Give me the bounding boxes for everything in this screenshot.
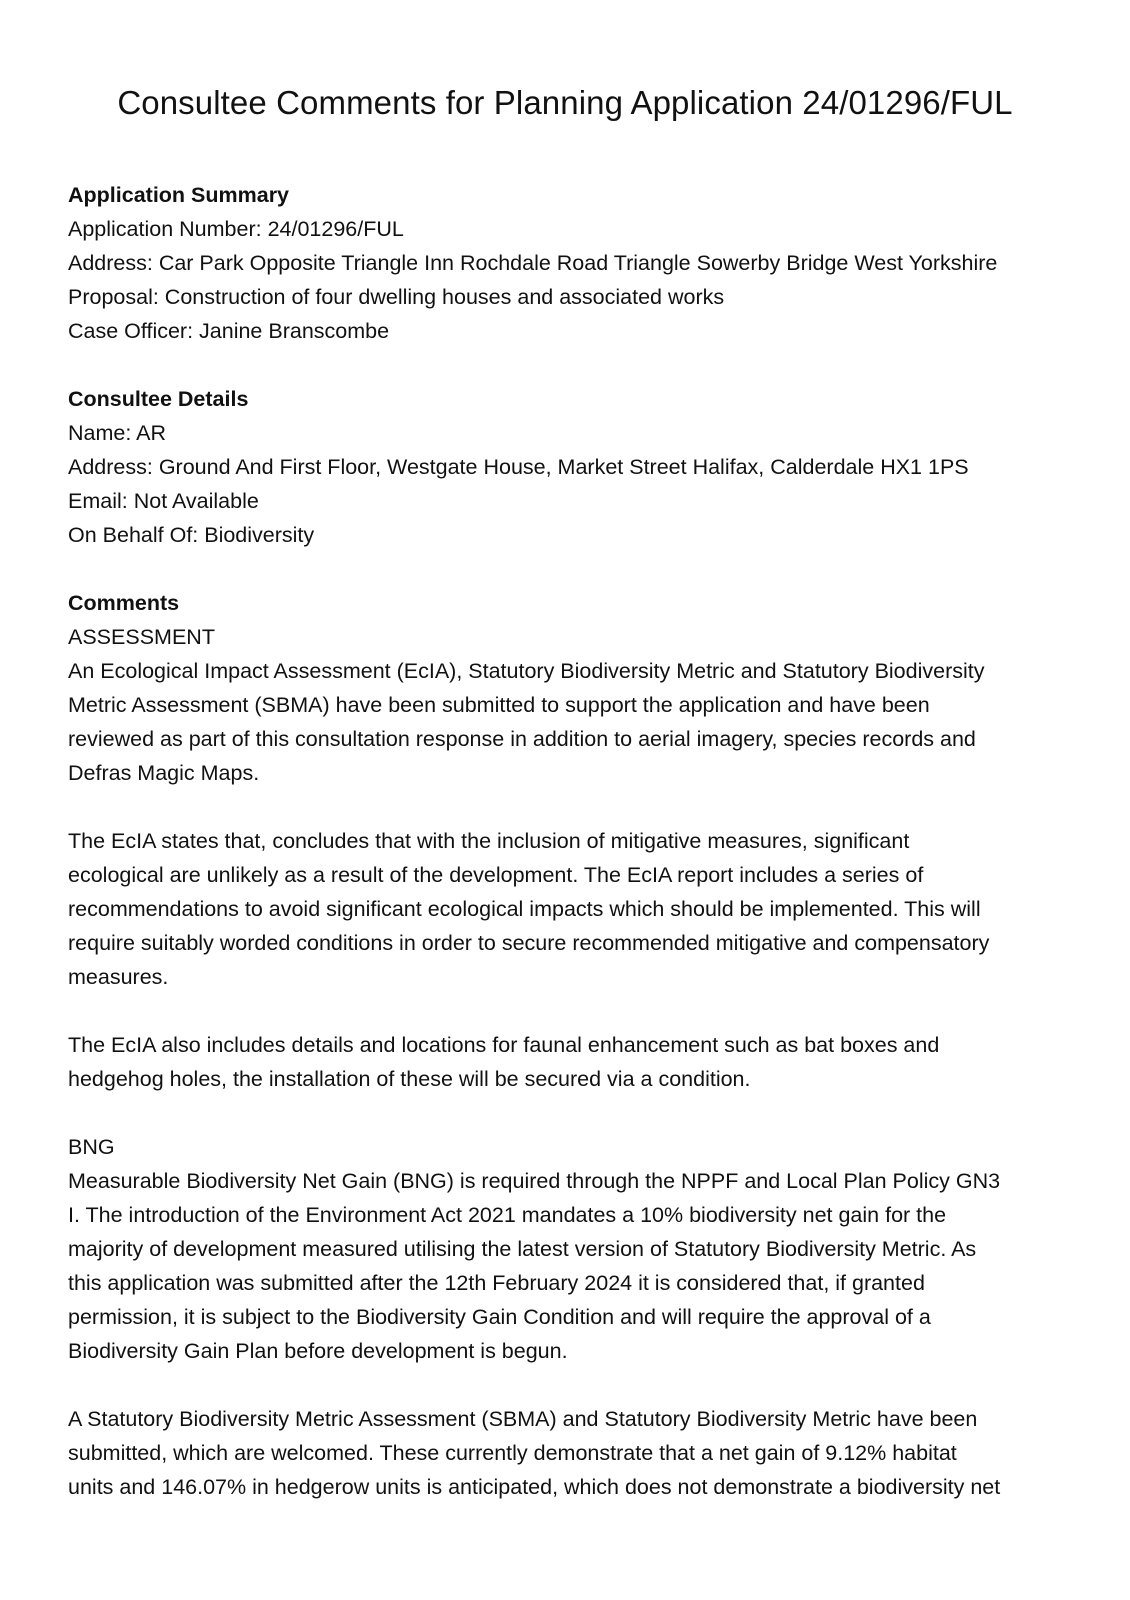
paragraph-line: Defras Magic Maps. <box>68 761 260 785</box>
consultee-name: Name: AR <box>68 421 166 445</box>
paragraph-line: require suitably worded conditions in order to secure recommended mitigative and compensatory <box>68 931 990 955</box>
consultee-on-behalf-of: On Behalf Of: Biodiversity <box>68 523 315 547</box>
paragraph-line: reviewed as part of this consultation response in addition to aerial imagery, species records and <box>68 727 976 751</box>
paragraph-line: hedgehog holes, the installation of these will be secured via a condition. <box>68 1067 751 1091</box>
paragraph-line: Measurable Biodiversity Net Gain (BNG) is required through the NPPF and Local Plan Policy GN3 <box>68 1169 1001 1193</box>
application-proposal: Proposal: Construction of four dwelling houses and associated works <box>68 285 725 309</box>
paragraph-line: measures. <box>68 965 169 989</box>
paragraph-line: The EcIA also includes details and locations for faunal enhancement such as bat boxes and <box>68 1033 940 1057</box>
case-officer: Case Officer: Janine Branscombe <box>68 319 390 343</box>
bng-paragraph <box>68 1164 1078 1368</box>
paragraph-line: permission, it is subject to the Biodiversity Gain Condition and will require the approval of a <box>68 1305 931 1329</box>
comment-paragraph <box>68 654 1078 790</box>
document-body <box>68 178 1078 1538</box>
consultee-details-section <box>68 382 1078 552</box>
assessment-label: ASSESSMENT <box>68 625 215 649</box>
paragraph-line: The EcIA states that, concludes that with the inclusion of mitigative measures, significant <box>68 829 910 853</box>
paragraph-line: Metric Assessment (SBMA) have been submitted to support the application and have been <box>68 693 930 717</box>
application-number: Application Number: 24/01296/FUL <box>68 217 404 241</box>
consultee-details-heading: Consultee Details <box>68 387 249 411</box>
paragraph-line: Biodiversity Gain Plan before development is begun. <box>68 1339 568 1363</box>
comments-heading: Comments <box>68 591 180 615</box>
consultee-email: Email: Not Available <box>68 489 259 513</box>
application-address: Address: Car Park Opposite Triangle Inn Rochdale Road Triangle Sowerby Bridge West Yorkshire <box>68 251 998 275</box>
comments-section <box>68 586 1078 1504</box>
comment-paragraph <box>68 824 1078 994</box>
comment-paragraph <box>68 1028 1078 1096</box>
paragraph-line: An Ecological Impact Assessment (EcIA), Statutory Biodiversity Metric and Statutory Biodiversity <box>68 659 985 683</box>
bng-label: BNG <box>68 1135 115 1159</box>
paragraph-line: majority of development measured utilising the latest version of Statutory Biodiversity Metric. As <box>68 1237 977 1261</box>
paragraph-line: submitted, which are welcomed. These currently demonstrate that a net gain of 9.12% habitat <box>68 1441 957 1465</box>
paragraph-line: I. The introduction of the Environment Act 2021 mandates a 10% biodiversity net gain for the <box>68 1203 947 1227</box>
paragraph-line: ecological are unlikely as a result of the development. The EcIA report includes a series of <box>68 863 924 887</box>
paragraph-line: units and 146.07% in hedgerow units is anticipated, which does not demonstrate a biodiversity net <box>68 1475 1001 1499</box>
bng-paragraph <box>68 1402 1078 1504</box>
application-summary-heading: Application Summary <box>68 183 290 207</box>
application-summary-section <box>68 178 1078 348</box>
page-title: Consultee Comments for Planning Application 24/01296/FUL <box>117 84 1013 121</box>
consultee-address: Address: Ground And First Floor, Westgate House, Market Street Halifax, Calderdale HX1 1PS <box>68 455 969 479</box>
paragraph-line: A Statutory Biodiversity Metric Assessment (SBMA) and Statutory Biodiversity Metric have been <box>68 1407 978 1431</box>
paragraph-line: recommendations to avoid significant ecological impacts which should be implemented. This will <box>68 897 981 921</box>
paragraph-line: this application was submitted after the 12th February 2024 it is considered that, if granted <box>68 1271 925 1295</box>
